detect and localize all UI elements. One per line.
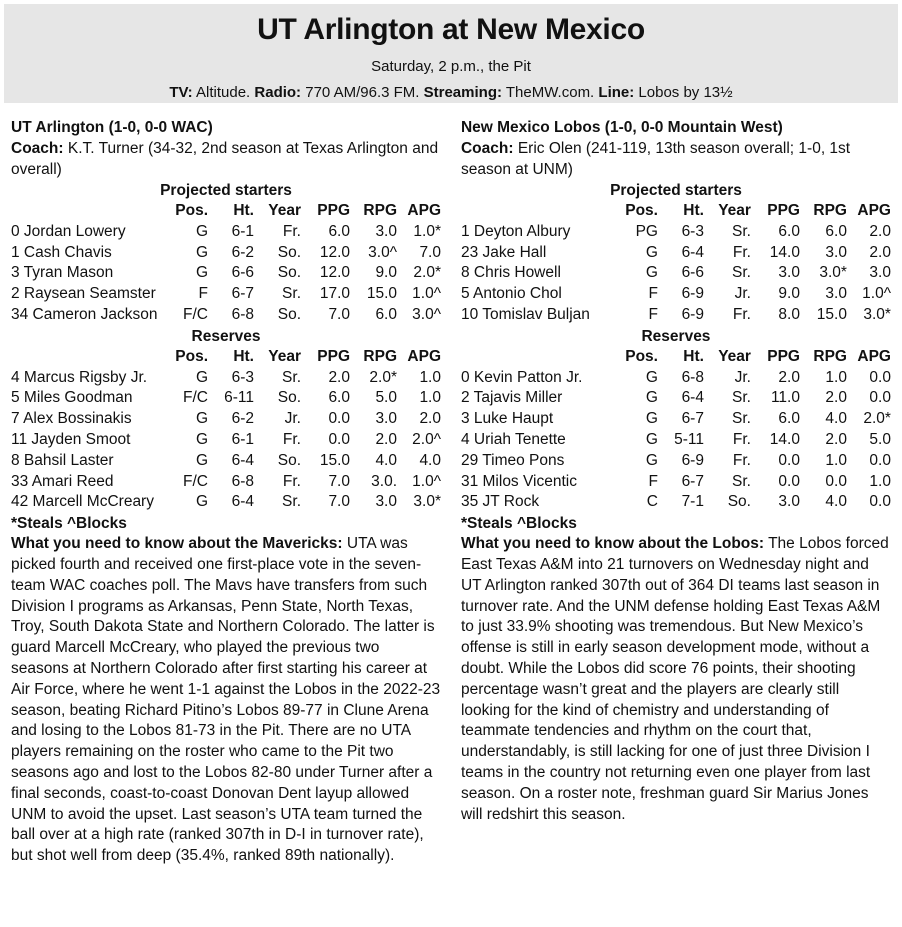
player-height: 6-8 xyxy=(231,305,254,323)
player-apg: 3.0* xyxy=(863,305,891,323)
column-header: Year xyxy=(718,202,751,219)
player-name: 31 Milos Vicentic xyxy=(460,472,577,490)
player-ppg: 0.0 xyxy=(778,472,800,490)
column-header: APG xyxy=(407,202,441,219)
column-header: RPG xyxy=(813,347,847,365)
player-year: So. xyxy=(277,243,301,261)
player-ppg: 11.0 xyxy=(770,389,800,407)
player-apg: 7.0 xyxy=(419,243,441,261)
player-rpg: 9.0 xyxy=(375,264,397,282)
player-rpg: 1.0 xyxy=(825,451,847,469)
column-header: APG xyxy=(407,347,441,365)
player-name: 3 Tyran Mason xyxy=(11,264,114,282)
player-height: 6-6 xyxy=(681,264,704,282)
player-ppg: 14.0 xyxy=(769,243,800,261)
player-ppg: 2.0 xyxy=(778,368,800,386)
column-header: RPG xyxy=(363,202,397,219)
column-header: Pos. xyxy=(625,202,658,219)
player-rpg: 3.0 xyxy=(375,410,397,428)
coach-text: K.T. Turner (34-32, 2nd season at Texas Arlington and overall) xyxy=(11,140,439,178)
player-rpg: 2.0 xyxy=(825,430,847,448)
player-row xyxy=(461,409,891,430)
column-header: Year xyxy=(718,347,751,365)
player-rpg: 3.0 xyxy=(375,222,397,240)
player-apg: 3.0* xyxy=(413,493,441,511)
player-year: So. xyxy=(277,264,301,282)
player-rpg: 2.0 xyxy=(825,389,847,407)
player-rpg: 3.0* xyxy=(819,264,847,282)
player-row xyxy=(11,243,441,264)
player-year: Jr. xyxy=(734,368,751,386)
table-header-row xyxy=(461,347,891,368)
player-position: F/C xyxy=(183,305,208,323)
player-apg: 0.0 xyxy=(869,368,891,386)
player-rpg: 0.0 xyxy=(825,472,847,490)
player-row xyxy=(461,368,891,389)
player-year: Sr. xyxy=(732,389,751,407)
player-ppg: 12.0 xyxy=(319,243,350,261)
player-row xyxy=(461,263,891,284)
player-year: So. xyxy=(277,305,301,323)
player-position: G xyxy=(195,243,208,261)
player-position: G xyxy=(645,389,658,407)
player-rpg: 3.0 xyxy=(375,493,397,511)
tv-label: TV: xyxy=(169,84,193,101)
player-row xyxy=(461,222,891,243)
player-name: 3 Luke Haupt xyxy=(460,410,554,428)
player-row xyxy=(11,284,441,305)
player-name: 1 Deyton Albury xyxy=(460,222,571,240)
column-header: PPG xyxy=(767,202,800,219)
player-height: 6-9 xyxy=(681,451,704,469)
team-notes-label: What you need to know about the Mavericks: xyxy=(11,535,343,553)
team-notes-text: The Lobos forced East Texas A&M into 21 turnovers on Wednesday night and UT Arlington ranked 307th out of 364 DI teams last season in turnover rate. And the UNM defense holding East Texas A&M to just 33.9% shooting was tremendous. But New Mexico’s offense is still in early season development mode, without a doubt. While the Lobos did score 76 points, their shooting percentage wasn’t great and the players are clearly still looking for the kind of chemistry and understanding of teammate tendencies and rhythm on the court that, understandably, is still lacking for one of just three Division I teams in the country not returning even one player from last season. On a roster note, freshman guard Sir Marius Jones will redshirt this season. xyxy=(460,535,889,823)
player-name: 34 Cameron Jackson xyxy=(11,305,158,323)
player-rpg: 4.0 xyxy=(825,410,847,428)
player-row xyxy=(11,368,441,389)
player-rpg: 5.0 xyxy=(375,389,397,407)
player-year: Sr. xyxy=(732,264,751,282)
player-ppg: 15.0 xyxy=(319,451,350,469)
player-position: F/C xyxy=(183,472,208,490)
player-apg: 1.0 xyxy=(419,389,441,407)
player-name: 2 Raysean Seamster xyxy=(11,285,156,303)
player-name: 4 Marcus Rigsby Jr. xyxy=(11,368,148,386)
radio-value: 770 AM/96.3 FM. xyxy=(301,84,424,101)
player-apg: 1.0 xyxy=(869,472,891,490)
player-row xyxy=(461,492,891,513)
player-ppg: 0.0 xyxy=(328,430,350,448)
player-rpg: 2.0 xyxy=(375,430,397,448)
column-header: Year xyxy=(268,202,301,219)
player-ppg: 6.0 xyxy=(778,410,800,428)
player-name: 8 Bahsil Laster xyxy=(11,451,114,469)
player-row xyxy=(11,388,441,409)
player-row xyxy=(461,430,891,451)
player-name: 1 Cash Chavis xyxy=(11,243,112,261)
player-ppg: 0.0 xyxy=(778,451,800,469)
player-position: G xyxy=(195,264,208,282)
player-row xyxy=(11,409,441,430)
team-notes-text: UTA was picked fourth and received one first-place vote in the seven-team WAC coaches poll. The Mavs have transfers from such Division I programs as Arkansas, Penn State, North Texas, Troy, South Dakota State and Northern Colorado. The latter is guard Marcell McCreary, who played the previous two seasons at Northern Colorado after first starting his career at Air Force, where he went 1-1 against the Lobos in the 2022-23 season, beating Richard Pitino’s Lobos 89-77 in Clune Arena and losing to the Lobos 81-73 in the Pit. There are no UTA players remaining on the roster who came to the Pit two seasons ago and lost to the Lobos 82-80 under Turner after a final seconds, coast-to-coast Donovan Dent layup allowed UNM to avoid the upset. Last season’s UTA team turned the ball over at a high rate (ranked 307th in D-I in turnover rate), but shot well from deep (35.4%, ranked 89th nationally). xyxy=(11,535,441,865)
player-rpg: 15.0 xyxy=(816,305,847,323)
player-height: 6-8 xyxy=(681,368,704,386)
column-header: PPG xyxy=(317,202,350,219)
player-apg: 1.0* xyxy=(413,222,441,240)
player-apg: 2.0* xyxy=(413,264,441,282)
team-name: New Mexico Lobos (1-0, 0-0 Mountain West) xyxy=(460,119,783,136)
player-height: 6-4 xyxy=(231,493,254,511)
player-ppg: 3.0 xyxy=(778,264,800,282)
reserves-heading: Reserves xyxy=(641,327,711,345)
player-height: 6-2 xyxy=(231,243,254,261)
player-ppg: 17.0 xyxy=(319,285,350,303)
player-year: Fr. xyxy=(282,222,301,240)
player-ppg: 12.0 xyxy=(319,264,350,282)
player-position: C xyxy=(646,493,658,511)
header-player xyxy=(461,201,611,222)
column-header: APG xyxy=(857,347,891,365)
player-apg: 2.0* xyxy=(863,410,891,428)
player-ppg: 2.0 xyxy=(328,368,350,386)
player-name: 23 Jake Hall xyxy=(460,243,547,261)
player-position: F xyxy=(648,285,658,303)
player-position: F xyxy=(648,305,658,323)
player-height: 6-4 xyxy=(681,389,704,407)
starters-heading: Projected starters xyxy=(610,182,742,199)
player-height: 6-9 xyxy=(681,285,704,303)
column-header: Pos. xyxy=(175,347,208,365)
coach-line xyxy=(461,138,898,180)
player-ppg: 3.0 xyxy=(778,493,800,511)
player-position: G xyxy=(645,430,658,448)
player-height: 6-8 xyxy=(231,472,254,490)
player-height: 6-2 xyxy=(231,410,254,428)
team-notes-label: What you need to know about the Lobos: xyxy=(460,535,765,553)
player-apg: 2.0 xyxy=(419,410,441,428)
player-ppg: 9.0 xyxy=(778,285,800,303)
player-rpg: 2.0* xyxy=(369,368,397,386)
player-apg: 0.0 xyxy=(869,451,891,469)
column-header: RPG xyxy=(363,347,397,365)
player-year: So. xyxy=(277,451,301,469)
player-name: 33 Amari Reed xyxy=(11,472,114,490)
player-position: G xyxy=(645,264,658,282)
column-header: Ht. xyxy=(233,347,254,365)
table-header-row xyxy=(11,347,441,368)
column-header: PPG xyxy=(767,347,800,365)
game-title: UT Arlington at New Mexico xyxy=(257,13,645,46)
player-row xyxy=(461,284,891,305)
team-column-uta xyxy=(4,117,451,867)
player-apg: 5.0 xyxy=(869,430,891,448)
player-height: 6-3 xyxy=(231,368,254,386)
player-rpg: 6.0 xyxy=(375,305,397,323)
starters-table xyxy=(461,201,891,326)
player-position: G xyxy=(195,493,208,511)
player-year: Fr. xyxy=(732,451,751,469)
player-apg: 1.0^ xyxy=(412,472,441,490)
reserves-heading: Reserves xyxy=(191,327,261,345)
player-position: G xyxy=(645,243,658,261)
player-year: Sr. xyxy=(282,368,301,386)
player-apg: 4.0 xyxy=(419,451,441,469)
column-header: Ht. xyxy=(683,202,704,219)
coach-label: Coach: xyxy=(11,140,64,157)
header-player xyxy=(11,201,161,222)
team-notes xyxy=(461,534,891,825)
column-header: Pos. xyxy=(625,347,658,365)
player-name: 0 Jordan Lowery xyxy=(11,222,126,240)
player-name: 35 JT Rock xyxy=(460,493,540,511)
player-rpg: 3.0^ xyxy=(368,243,397,261)
player-ppg: 7.0 xyxy=(328,305,350,323)
player-height: 6-4 xyxy=(681,243,704,261)
column-header: Ht. xyxy=(233,202,254,219)
team-name: UT Arlington (1-0, 0-0 WAC) xyxy=(11,119,213,136)
player-ppg: 6.0 xyxy=(778,222,800,240)
player-height: 5-11 xyxy=(674,430,704,448)
player-ppg: 8.0 xyxy=(778,305,800,323)
player-position: G xyxy=(195,430,208,448)
player-name: 29 Timeo Pons xyxy=(460,451,565,469)
player-apg: 2.0 xyxy=(869,243,891,261)
player-position: G xyxy=(645,410,658,428)
player-ppg: 7.0 xyxy=(328,472,350,490)
streaming-value: TheMW.com. xyxy=(501,84,599,101)
preview-page xyxy=(4,4,898,867)
player-rpg: 3.0 xyxy=(825,285,847,303)
player-ppg: 14.0 xyxy=(769,430,800,448)
player-position: F xyxy=(198,285,208,303)
player-row xyxy=(461,388,891,409)
player-height: 6-6 xyxy=(231,264,254,282)
player-row xyxy=(11,263,441,284)
radio-label: Radio: xyxy=(254,84,302,101)
player-row xyxy=(461,472,891,493)
header-player xyxy=(11,347,161,368)
streaming-label: Streaming: xyxy=(423,84,502,101)
player-name: 10 Tomislav Buljan xyxy=(460,305,590,323)
player-year: Sr. xyxy=(282,493,301,511)
player-apg: 2.0^ xyxy=(412,430,441,448)
player-rpg: 4.0 xyxy=(375,451,397,469)
player-position: G xyxy=(195,222,208,240)
player-ppg: 6.0 xyxy=(328,222,350,240)
player-position: G xyxy=(645,451,658,469)
player-position: G xyxy=(195,368,208,386)
column-header: Year xyxy=(268,347,301,365)
player-year: Fr. xyxy=(282,472,301,490)
player-ppg: 7.0 xyxy=(328,493,350,511)
column-header: PPG xyxy=(317,347,350,365)
column-header: APG xyxy=(857,202,891,219)
player-height: 6-7 xyxy=(231,285,254,303)
player-height: 6-3 xyxy=(681,222,704,240)
player-year: So. xyxy=(727,493,751,511)
player-position: G xyxy=(195,451,208,469)
line-label: Line: xyxy=(598,84,635,101)
player-apg: 2.0 xyxy=(869,222,891,240)
player-name: 7 Alex Bossinakis xyxy=(11,410,132,428)
player-height: 6-1 xyxy=(231,222,254,240)
player-name: 5 Miles Goodman xyxy=(11,389,133,407)
player-apg: 1.0^ xyxy=(412,285,441,303)
player-apg: 1.0^ xyxy=(862,285,891,303)
player-row xyxy=(11,305,441,326)
player-name: 4 Uriah Tenette xyxy=(460,430,566,448)
player-apg: 0.0 xyxy=(869,389,891,407)
coach-text: Eric Olen (241-119, 13th season overall; 1-0, 1st season at UNM) xyxy=(460,140,851,178)
player-year: Sr. xyxy=(732,472,751,490)
player-row xyxy=(461,305,891,326)
player-rpg: 15.0 xyxy=(366,285,397,303)
stat-footnote: *Steals ^Blocks xyxy=(460,515,577,533)
player-ppg: 0.0 xyxy=(328,410,350,428)
reserves-table xyxy=(461,347,891,513)
table-header-row xyxy=(11,201,441,222)
player-height: 6-11 xyxy=(224,389,254,407)
player-name: 11 Jayden Smoot xyxy=(11,430,131,448)
player-name: 5 Antonio Chol xyxy=(460,285,562,303)
table-header-row xyxy=(461,201,891,222)
player-height: 6-7 xyxy=(681,472,704,490)
column-header: Pos. xyxy=(175,202,208,219)
header-player xyxy=(461,347,611,368)
player-position: G xyxy=(195,410,208,428)
player-position: G xyxy=(645,368,658,386)
player-row xyxy=(11,451,441,472)
player-row xyxy=(11,492,441,513)
player-name: 0 Kevin Patton Jr. xyxy=(460,368,583,386)
team-column-unm xyxy=(451,117,898,867)
player-name: 2 Tajavis Miller xyxy=(460,389,563,407)
reserves-table xyxy=(11,347,441,513)
coach-line xyxy=(11,138,451,180)
player-rpg: 4.0 xyxy=(825,493,847,511)
player-rpg: 1.0 xyxy=(825,368,847,386)
game-header xyxy=(4,4,898,103)
player-height: 6-1 xyxy=(231,430,254,448)
player-rpg: 6.0 xyxy=(825,222,847,240)
player-row xyxy=(11,222,441,243)
line-value: Lobos by 13½ xyxy=(634,84,733,101)
starters-heading: Projected starters xyxy=(160,182,292,199)
coach-label: Coach: xyxy=(460,140,514,157)
player-row xyxy=(11,430,441,451)
player-year: Sr. xyxy=(282,285,301,303)
player-year: Sr. xyxy=(732,222,751,240)
player-apg: 1.0 xyxy=(419,368,441,386)
player-year: Jr. xyxy=(284,410,301,428)
team-notes xyxy=(11,534,441,867)
stat-footnote: *Steals ^Blocks xyxy=(11,515,127,533)
player-ppg: 6.0 xyxy=(328,389,350,407)
game-time-venue: Saturday, 2 p.m., the Pit xyxy=(371,58,531,75)
player-row xyxy=(11,472,441,493)
broadcast-info xyxy=(4,82,898,104)
player-apg: 3.0^ xyxy=(412,305,441,323)
player-year: Jr. xyxy=(734,285,751,303)
player-rpg: 3.0 xyxy=(825,243,847,261)
player-height: 7-1 xyxy=(681,493,704,511)
column-header: Ht. xyxy=(683,347,704,365)
player-height: 6-4 xyxy=(231,451,254,469)
player-year: Fr. xyxy=(732,243,751,261)
player-height: 6-7 xyxy=(681,410,704,428)
player-position: F/C xyxy=(183,389,208,407)
player-row xyxy=(461,451,891,472)
tv-value: Altitude. xyxy=(192,84,255,101)
player-apg: 0.0 xyxy=(869,493,891,511)
player-height: 6-9 xyxy=(681,305,704,323)
player-year: Sr. xyxy=(732,410,751,428)
player-year: Fr. xyxy=(732,305,751,323)
player-year: Fr. xyxy=(282,430,301,448)
player-name: 8 Chris Howell xyxy=(460,264,561,282)
player-position: F xyxy=(648,472,658,490)
player-rpg: 3.0. xyxy=(371,472,397,490)
player-row xyxy=(461,243,891,264)
column-header: RPG xyxy=(813,202,847,219)
player-name: 42 Marcell McCreary xyxy=(11,493,154,511)
player-position: PG xyxy=(635,222,658,240)
player-year: So. xyxy=(277,389,301,407)
player-apg: 3.0 xyxy=(869,264,891,282)
player-year: Fr. xyxy=(732,430,751,448)
starters-table xyxy=(11,201,441,326)
